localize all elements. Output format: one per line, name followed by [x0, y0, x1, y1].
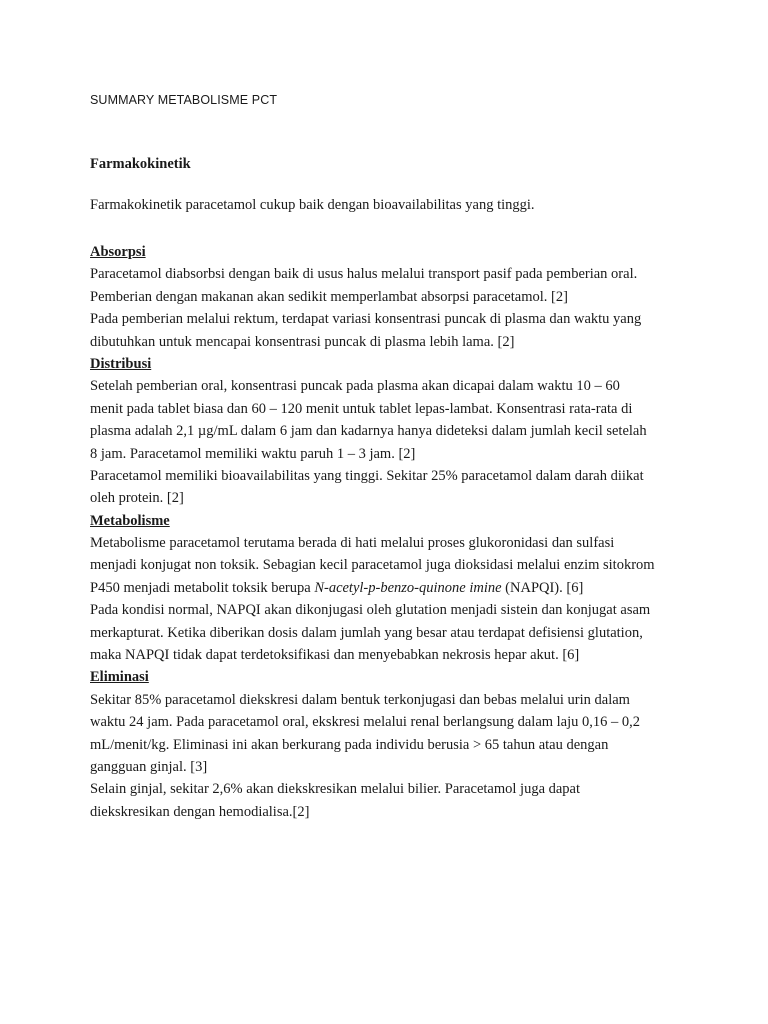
text-line: Pemberian dengan makanan akan sedikit memperlambat absorpsi paracetamol. [2]: [90, 288, 568, 305]
text-line: mL/menit/kg. Eliminasi ini akan berkurang pada individu berusia > 65 tahun atau dengan: [90, 736, 609, 753]
heading-metabolisme: Metabolisme: [90, 512, 170, 529]
document-title: SUMMARY METABOLISME PCT: [90, 93, 278, 107]
heading-absorpsi: Absorpsi: [90, 244, 146, 260]
chemical-name: N-acetyl-p-benzo-quinone imine: [314, 579, 502, 596]
text-line: oleh protein. [2]: [90, 490, 184, 507]
text-line: Selain ginjal, sekitar 2,6% akan diekskresikan melalui bilier. Paracetamol juga dapat: [90, 781, 581, 798]
text-line: Setelah pemberian oral, konsentrasi puncak pada plasma akan dicapai dalam waktu 10 – 60: [90, 378, 620, 395]
text-line: dibutuhkan untuk mencapai konsentrasi puncak di plasma lebih lama. [2]: [90, 333, 515, 350]
heading-distribusi: Distribusi: [90, 355, 152, 372]
text-line-napqi: [90, 577, 690, 599]
text-line: menjadi konjugat non toksik. Sebagian kecil paracetamol juga dioksidasi melalui enzim sitokrom: [90, 557, 655, 574]
document-body: [90, 241, 690, 823]
text-line: Pada kondisi normal, NAPQI akan dikonjugasi oleh glutation menjadi sistein dan konjugat asam: [90, 602, 651, 619]
text-line: Paracetamol memiliki bioavailabilitas yang tinggi. Sekitar 25% paracetamol dalam darah diikat: [90, 467, 644, 484]
heading-eliminasi: Eliminasi: [90, 669, 149, 686]
text-line: gangguan ginjal. [3]: [90, 758, 208, 775]
text-line: merkapturat. Ketika diberikan dosis dalam jumlah yang besar atau terdapat defisiensi glutation,: [90, 624, 643, 641]
text-line: maka NAPQI tidak dapat terdetoksifikasi dan menyebabkan nekrosis hepar akut. [6]: [90, 647, 580, 664]
text-line: 8 jam. Paracetamol memiliki waktu paruh 1 – 3 jam. [2]: [90, 445, 416, 462]
text-segment: P450 menjadi metabolit toksik berupa: [90, 579, 315, 596]
section-title: Farmakokinetik: [90, 156, 191, 172]
text-line: menit pada tablet biasa dan 60 – 120 menit untuk tablet lepas-lambat. Konsentrasi rata-rata di: [90, 400, 633, 417]
text-line: plasma adalah 2,1 µg/mL dalam 6 jam dan kadarnya hanya dideteksi dalam jumlah kecil setelah: [90, 423, 647, 440]
text-line: Sekitar 85% paracetamol diekskresi dalam bentuk terkonjugasi dan bebas melalui urin dalam: [90, 691, 630, 708]
text-segment: (NAPQI). [6]: [501, 579, 584, 596]
text-line: Pada pemberian melalui rektum, terdapat variasi konsentrasi puncak di plasma dan waktu yang: [90, 311, 642, 328]
text-line: waktu 24 jam. Pada paracetamol oral, ekskresi melalui renal berlangsung dalam laju 0,16 – 0,2: [90, 714, 641, 731]
text-line: diekskresikan dengan hemodialisa.[2]: [90, 803, 310, 820]
text-line: Metabolisme paracetamol terutama berada di hati melalui proses glukoronidasi dan sulfasi: [90, 535, 615, 552]
text-line: Paracetamol diabsorbsi dengan baik di usus halus melalui transport pasif pada pemberian oral.: [90, 266, 638, 283]
intro-paragraph: Farmakokinetik paracetamol cukup baik dengan bioavailabilitas yang tinggi.: [90, 197, 535, 213]
